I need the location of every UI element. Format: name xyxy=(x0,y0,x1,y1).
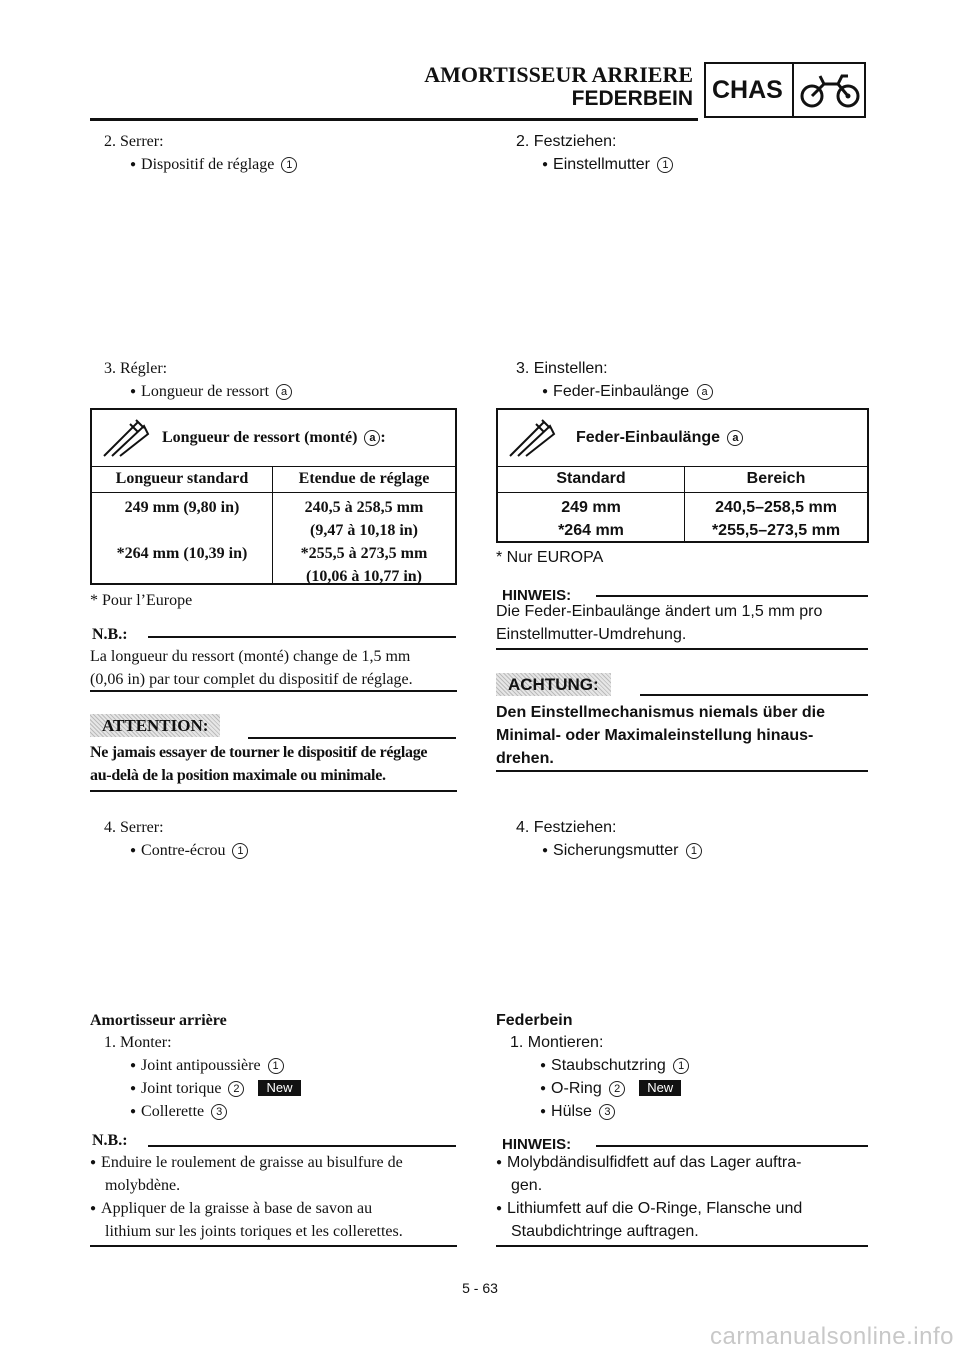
step-item: ● Contre-écrou 1 xyxy=(130,839,248,862)
left-section-title: Amortisseur arrière xyxy=(90,1012,227,1029)
step-label: 3. Einstellen: xyxy=(516,360,608,377)
col-header: Longueur standard xyxy=(115,470,249,487)
right-step4 xyxy=(516,816,702,862)
step-label: 4. Festziehen: xyxy=(516,819,617,836)
right-caution-body: Den Einstellmechanismus niemals über die Minimal- oder Maximaleinstellung hinaus- drehen. xyxy=(496,704,825,767)
right-note2-body: ● Molybdändisulfidfett auf das Lager auftra- gen. ● Lithiumfett auf die O-Ringe, Flansche und Staubdichtringe auftragen. xyxy=(496,1151,868,1243)
header-title-de: FEDERBEIN xyxy=(571,87,693,110)
left-note2-body: ● Enduire le roulement de graisse au bisulfure de molybdène. ● Appliquer de la graisse à base de savon au lithium sur les joints toriques et les collerettes. xyxy=(90,1151,457,1243)
spec-range: 240,5 à 258,5 mm (9,47 à 10,18 in) *255,5 à 273,5 mm (10,06 à 10,77 in) xyxy=(300,499,428,585)
step-item: ● Joint antipoussière 1 xyxy=(130,1054,301,1077)
left-step3 xyxy=(104,357,292,403)
section-code: CHAS xyxy=(712,76,783,104)
step-item: ● Collerette 3 xyxy=(130,1100,301,1123)
left-step1 xyxy=(104,1031,301,1123)
spec-head xyxy=(498,410,867,467)
left-caution-label: ATTENTION: xyxy=(90,714,220,737)
col-header: Standard xyxy=(556,470,626,487)
spec-range: 240,5–258,5 mm *255,5–273,5 mm xyxy=(711,499,841,539)
page-number: 5 - 63 xyxy=(462,1280,498,1296)
spec-columns xyxy=(92,466,455,493)
step-item: ● Longueur de ressort a xyxy=(130,380,292,403)
left-spec-table xyxy=(90,408,457,585)
left-note1-label: N.B.: xyxy=(92,626,128,643)
step-label: 1. Monter: xyxy=(104,1034,172,1051)
right-note1-body: Die Feder-Einbaulänge ändert um 1,5 mm pro Einstellmutter-Umdrehung. xyxy=(496,603,823,643)
caliper-icon xyxy=(100,416,150,460)
left-caution-body: Ne jamais essayer de tourner le dispositif de réglage au-delà de la position maximale ou minimale. xyxy=(90,744,428,784)
section-badge xyxy=(704,62,866,118)
col-header: Bereich xyxy=(746,470,806,487)
step-item: ● Sicherungsmutter 1 xyxy=(542,839,702,862)
right-footnote: * Nur EUROPA xyxy=(496,549,604,566)
right-step1 xyxy=(510,1031,689,1123)
step-label: 1. Montieren: xyxy=(510,1034,604,1051)
left-footnote: * Pour l’Europe xyxy=(90,592,193,609)
new-badge: New xyxy=(639,1080,681,1096)
right-step3 xyxy=(516,357,713,403)
right-section-title: Federbein xyxy=(496,1012,573,1029)
step-item: ● Staubschutzring 1 xyxy=(540,1054,689,1077)
right-caution-label: ACHTUNG: xyxy=(496,673,611,696)
step-item: ● Feder-Einbaulänge a xyxy=(542,380,713,403)
right-spec-table xyxy=(496,408,869,543)
left-step2 xyxy=(104,130,297,176)
step-item: ● Joint torique 2 New xyxy=(130,1077,301,1100)
step-item: ● Einstellmutter 1 xyxy=(542,153,673,176)
step-label: 4. Serrer: xyxy=(104,819,164,836)
spec-title: Feder-Einbaulänge a xyxy=(576,426,743,449)
spec-standard: 249 mm *264 mm xyxy=(558,499,624,539)
spec-head xyxy=(92,410,455,467)
spec-title: Longueur de ressort (monté) a : xyxy=(162,429,386,446)
step-item: ● Hülse 3 xyxy=(540,1100,689,1123)
spec-standard: 249 mm (9,80 in) *264 mm (10,39 in) xyxy=(116,499,248,562)
caliper-icon xyxy=(506,416,556,460)
left-step4 xyxy=(104,816,248,862)
right-note1-label: HINWEIS: xyxy=(502,587,572,604)
step-label: 3. Régler: xyxy=(104,360,168,377)
right-note2-label: HINWEIS: xyxy=(502,1136,572,1153)
step-item: ● O-Ring 2 New xyxy=(540,1077,689,1100)
new-badge: New xyxy=(258,1080,300,1096)
step-item: ● Dispositif de réglage 1 xyxy=(130,153,297,176)
step-label: 2. Serrer: xyxy=(104,133,164,150)
spec-columns xyxy=(498,466,867,493)
header-title-fr: AMORTISSEUR ARRIERE xyxy=(424,62,693,87)
right-step2 xyxy=(516,130,673,176)
step-label: 2. Festziehen: xyxy=(516,133,617,150)
left-note1-body: La longueur du ressort (monté) change de 1,5 mm (0,06 in) par tour complet du dispositif de réglage. xyxy=(90,648,413,688)
motorcycle-icon xyxy=(798,70,862,110)
watermark: carmanualsonline.info xyxy=(710,1323,954,1350)
left-note2-label: N.B.: xyxy=(92,1132,128,1149)
col-header: Etendue de réglage xyxy=(298,470,430,487)
header-rule xyxy=(90,118,698,121)
